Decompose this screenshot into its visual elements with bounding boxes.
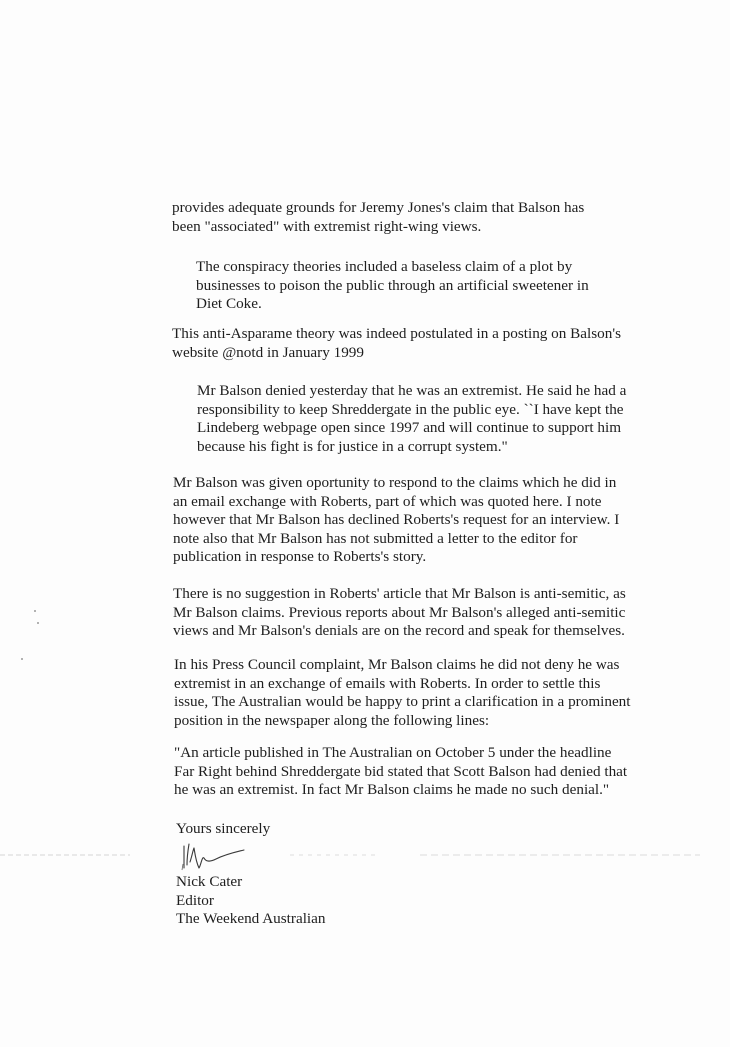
- text-line: Mr Balson claims. Previous reports about Mr Balson's alleged anti-semitic: [173, 603, 626, 621]
- text-line: issue, The Australian would be happy to print a clarification in a prominent: [174, 693, 631, 711]
- signatory-name: Nick Cater: [176, 873, 243, 890]
- paragraph-press-council: [174, 656, 631, 730]
- text-line: position in the newspaper along the following lines:: [174, 711, 490, 729]
- scan-speck: [37, 622, 39, 624]
- scan-artifact-line: [0, 853, 730, 857]
- text-line: publication in response to Roberts's story.: [173, 548, 427, 566]
- text-line: In his Press Council complaint, Mr Balson claims he did not deny he was: [174, 656, 620, 673]
- text-line: website @notd in January 1999: [172, 343, 364, 361]
- text-line: he was an extremist. In fact Mr Balson claims he made no such denial.": [174, 781, 610, 799]
- text-line: however that Mr Balson has declined Roberts's request for an interview. I: [173, 511, 620, 529]
- paragraph-associated-claim: [172, 199, 584, 236]
- text-line: extremist in an exchange of emails with Roberts. In order to settle this: [174, 674, 601, 692]
- text-line: responsibility to keep Shreddergate in the public eye. ``I have kept the: [197, 400, 624, 418]
- text-line: views and Mr Balson's denials are on the record and speak for themselves.: [173, 622, 625, 640]
- text-line: This anti-Asparame theory was indeed postulated in a posting on Balson's: [172, 325, 621, 342]
- text-line: Lindeberg webpage open since 1997 and will continue to support him: [197, 419, 622, 437]
- scan-speck: [21, 658, 23, 660]
- scan-speck: [34, 610, 36, 612]
- paragraph-anti-semitic: [173, 585, 626, 641]
- quote-balson-denial: [197, 382, 626, 456]
- text-line: an email exchange with Roberts, part of which was quoted here. I note: [173, 492, 602, 510]
- signatory-title: Editor: [176, 891, 214, 909]
- handwritten-signature: [178, 838, 248, 872]
- text-line: provides adequate grounds for Jeremy Jones's claim that Balson has: [172, 199, 585, 216]
- text-line: There is no suggestion in Roberts' article that Mr Balson is anti-semitic, as: [173, 585, 626, 602]
- signatory-publication: The Weekend Australian: [176, 910, 326, 928]
- text-line: because his fight is for justice in a corrupt system.": [197, 437, 508, 455]
- paragraph-clarification: [174, 744, 627, 800]
- text-line: Mr Balson denied yesterday that he was an extremist. He said he had a: [197, 382, 627, 399]
- paragraph-opportunity-to-respond: [173, 474, 619, 567]
- text-line: businesses to poison the public through an artificial sweetener in: [196, 276, 589, 294]
- text-line: note also that Mr Balson has not submitted a letter to the editor for: [173, 529, 578, 547]
- signature-block: [176, 873, 325, 929]
- text-line: Far Right behind Shreddergate bid stated that Scott Balson had denied that: [174, 762, 628, 780]
- text-line: Mr Balson was given oportunity to respond to the claims which he did in: [173, 474, 617, 491]
- text-line: Diet Coke.: [196, 295, 262, 313]
- paragraph-asparame-theory: [172, 325, 621, 362]
- closing-salutation: Yours sincerely: [176, 820, 271, 837]
- text-line: The conspiracy theories included a baseless claim of a plot by: [196, 258, 573, 275]
- text-line: been "associated" with extremist right-wing views.: [172, 217, 482, 235]
- text-line: "An article published in The Australian on October 5 under the headline: [174, 744, 612, 761]
- quote-conspiracy-theories: [196, 258, 589, 314]
